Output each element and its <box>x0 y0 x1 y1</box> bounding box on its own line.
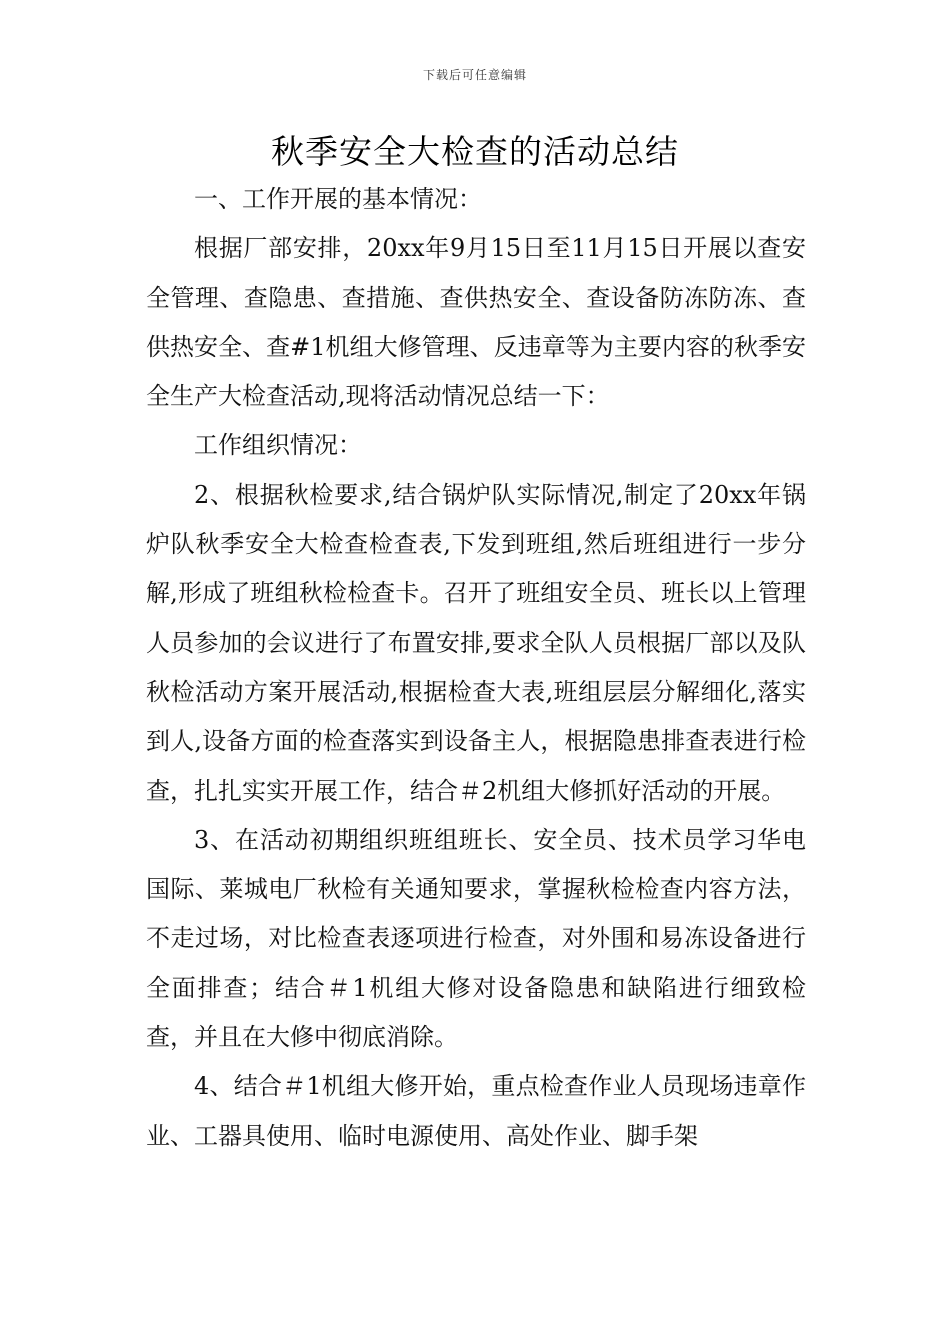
paragraph-item-2: 2、根据秋检要求,结合锅炉队实际情况,制定了20xx年锅炉队秋季安全大检查检查表,下发到班组,然后班组进行一步分解,形成了班组秋检检查卡。召开了班组安全员、班长以上管理人员参加的会议进行了布置安排,要求全队人员根据厂部以及队秋检活动方案开展活动,根据检查大表,班组层层分解细化,落实到人,设备方面的检查落实到设备主人，根据隐患排查表进行检查，扎扎实实开展工作，结合＃2机组大修抓好活动的开展。 <box>146 480 806 805</box>
document-title: 秋季安全大检查的活动总结 <box>271 132 679 171</box>
document-body <box>146 175 806 1161</box>
paragraph-item-4: 4、结合＃1机组大修开始，重点检查作业人员现场违章作业、工器具使用、临时电源使用、高处作业、脚手架 <box>146 1072 806 1150</box>
paragraph-item-3: 3、在活动初期组织班组班长、安全员、技术员学习华电国际、莱城电厂秋检有关通知要求，掌握秋检检查内容方法，不走过场，对比检查表逐项进行检查，对外围和易冻设备进行全面排查；结合＃1机组大修对设备隐患和缺陷进行细致检查，并且在大修中彻底消除。 <box>146 825 806 1052</box>
paragraph-intro: 根据厂部安排，20xx年9月15日至11月15日开展以查安全管理、查隐患、查措施、查供热安全、查设备防冻防冻、查供热安全、查#1机组大修管理、反违章等为主要内容的秋季安全生产大检查活动,现将活动情况总结一下： <box>146 234 806 411</box>
paragraph-organization-heading: 工作组织情况： <box>194 431 362 460</box>
paragraph-section-heading: 一、工作开展的基本情况： <box>194 185 482 213</box>
header-note: 下载后可任意编辑 <box>422 68 527 82</box>
